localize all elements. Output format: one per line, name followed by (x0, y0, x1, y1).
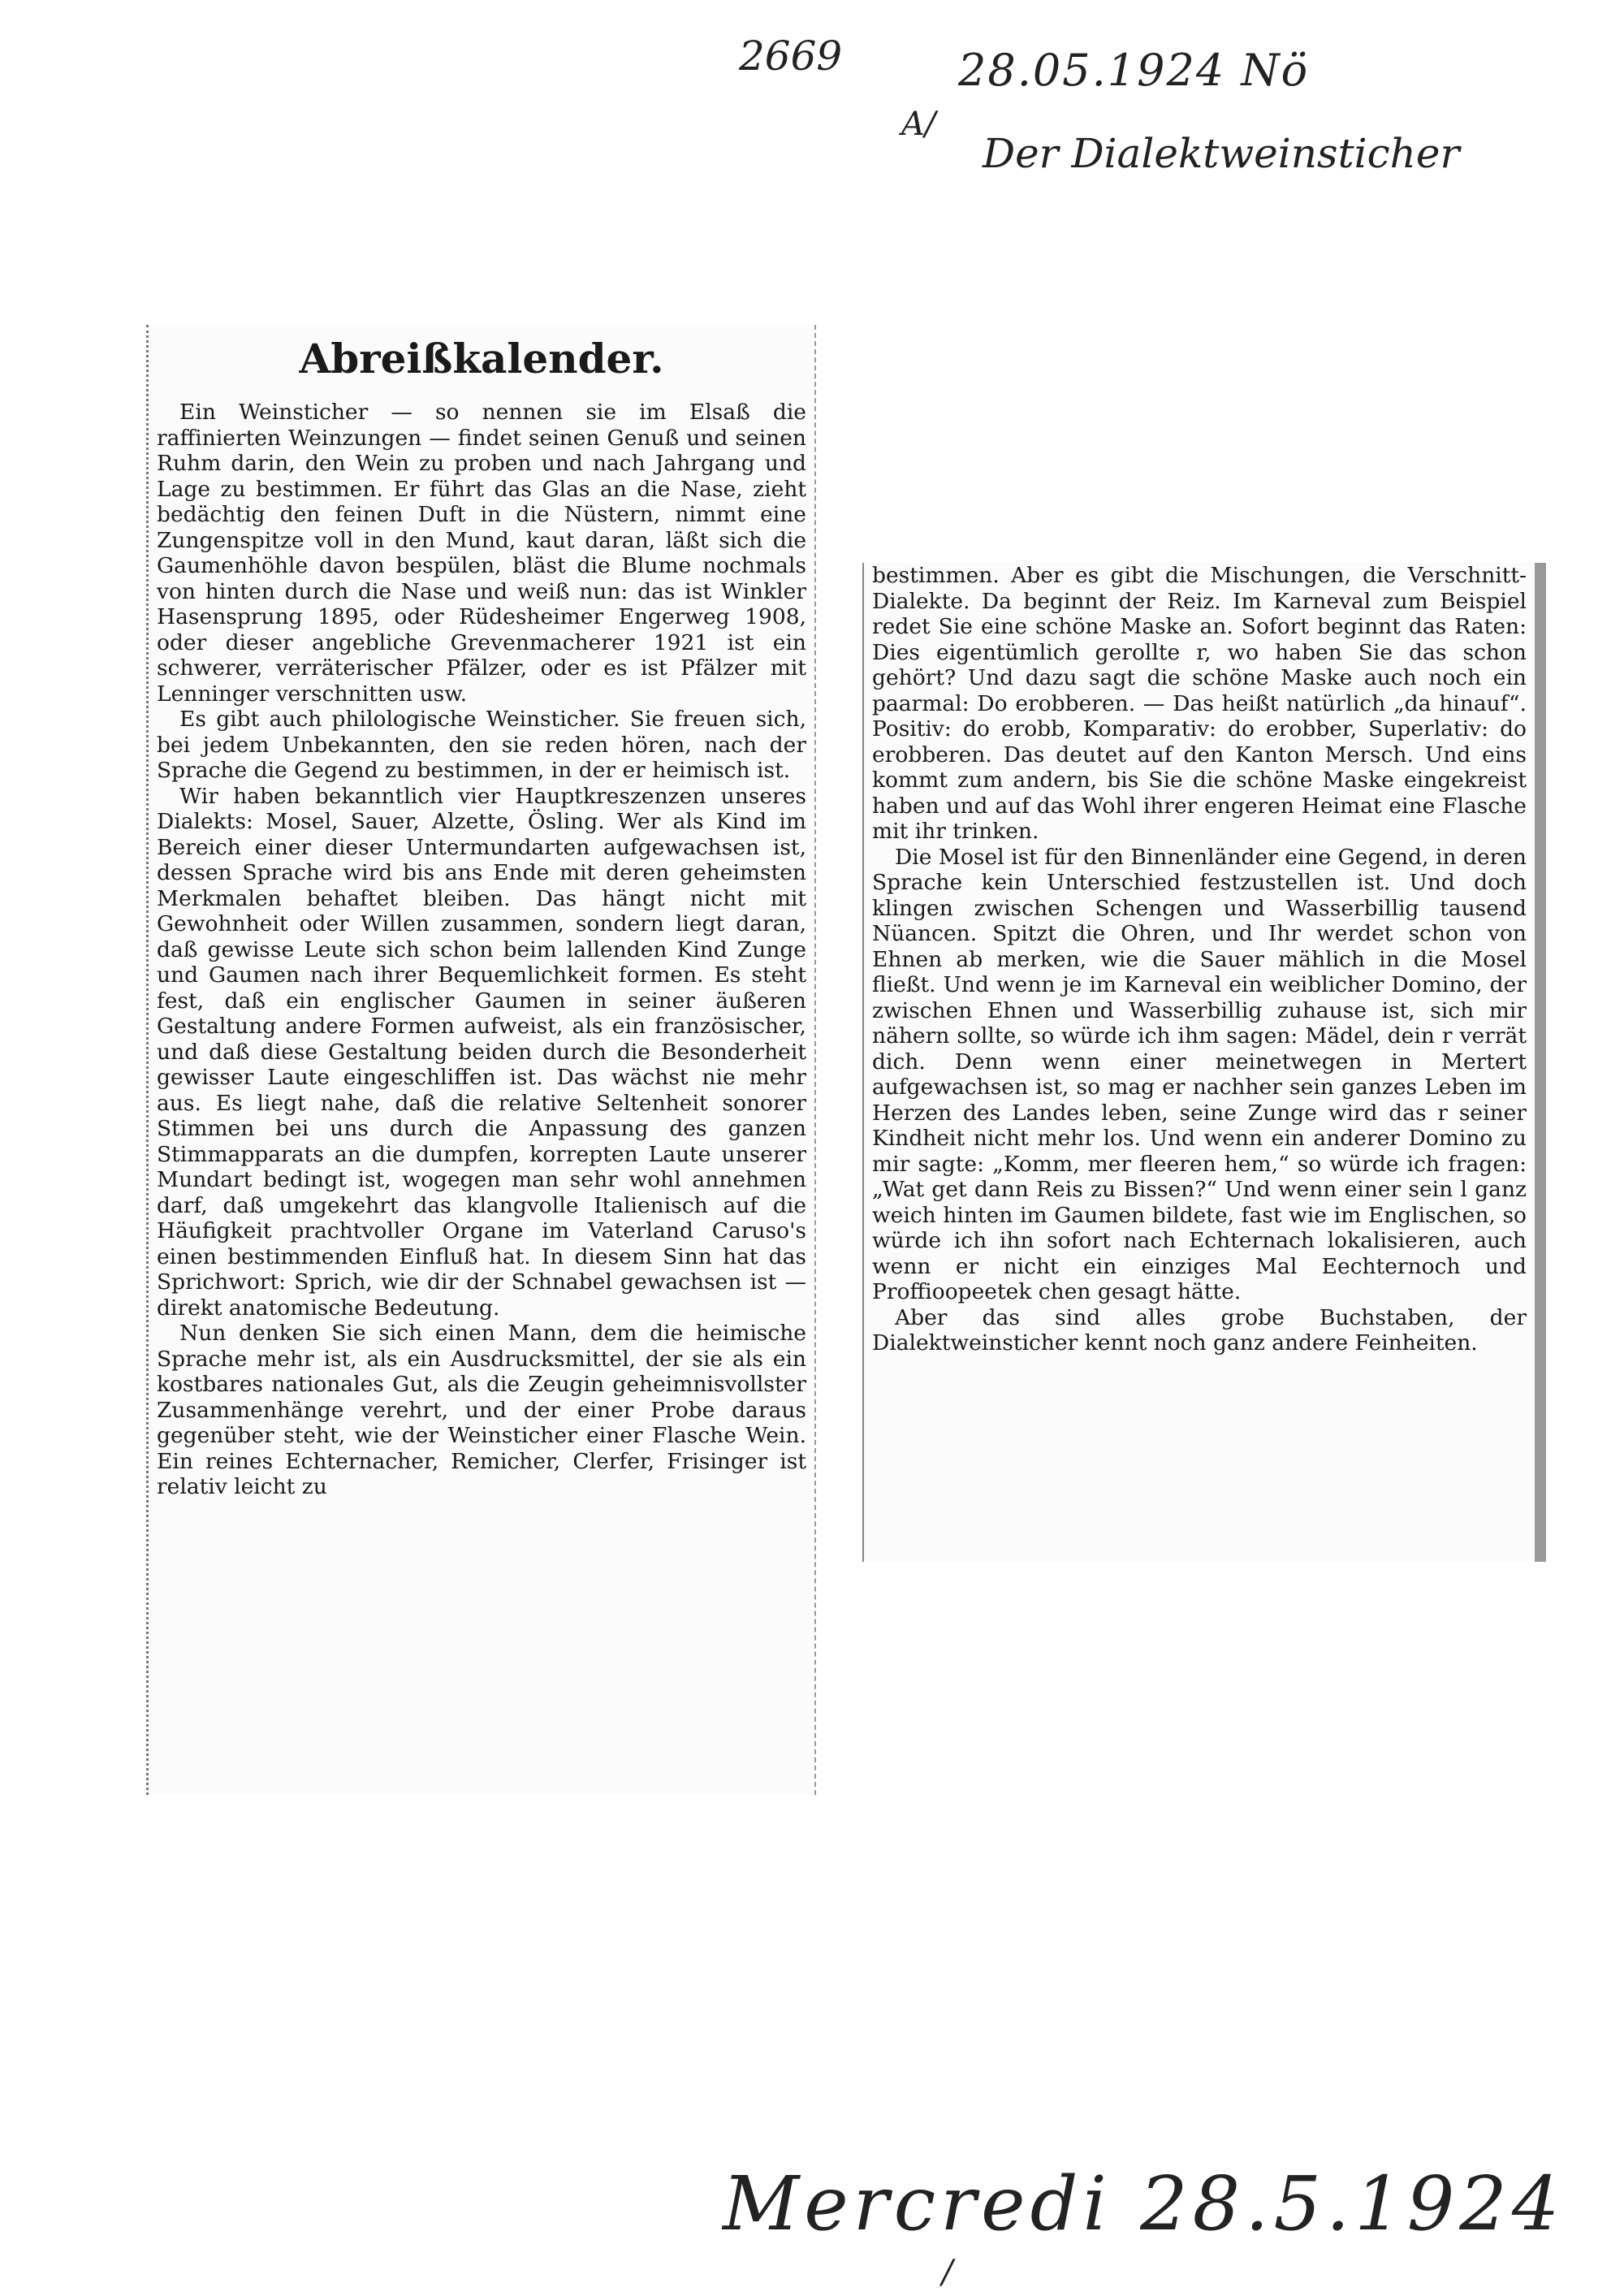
article-paragraph: Ein Weinsticher — so nennen sie im Elsaß die raffinierten Weinzungen — findet seinen Genuß und seinen Ruhm darin, den Wein zu proben und nach Jahrgang und Lage zu bestimmen. Er führt das Glas an die Nase, zieht bedächtig den feinen Duft in die Nüstern, nimmt eine Zungenspitze voll in den Mund, kaut daran, läßt sich die Gaumenhöhle davon bespülen, bläst die Blume nochmals von hinten durch die Nase und weiß nun: das ist Winkler Hasensprung 1895, oder Rüdesheimer Engerweg 1908, oder dieser angebliche Grevenmacherer 1921 ist ein schwerer, verräterischer Pfälzer, oder es ist Pfälzer mit Lenninger verschnitten usw. (157, 400, 806, 707)
handwritten-number: 2669 (739, 32, 843, 80)
article-column-right (862, 563, 1546, 1562)
article-paragraph: Nun denken Sie sich einen Mann, dem die heimische Sprache mehr ist, als ein Ausdrucksmittel, der sie als ein kostbares nationales Gut, als die Zeugin geheimnisvollster Zusammenhänge verehrt, und der einer Probe daraus gegenüber steht, wie der Weinsticher einer Flasche Wein. Ein reines Echternacher, Remicher, Clerfer, Frisinger ist relativ leicht zu (157, 1321, 806, 1499)
handwritten-bottom-date: Mercredi 28.5.1924 (723, 2160, 1565, 2247)
article-headline: Abreißkalender. (299, 335, 664, 383)
article-paragraph: Wir haben bekanntlich vier Hauptkreszenzen unseres Dialekts: Mosel, Sauer, Alzette, Ösling. Wer als Kind im Bereich einer dieser Untermundarten aufgewachsen ist, dessen Sprache wird bis ans Ende mit deren geheimsten Merkmalen behaftet bleiben. Das hängt nicht mit Gewohnheit oder Willen zusammen, sondern liegt daran, daß gewisse Leute sich schon beim lallenden Kind Zunge und Gaumen nach ihrer Bequemlichkeit formen. Es steht fest, daß ein englischer Gaumen in seiner äußeren Gestaltung andere Formen aufweist, als ein französischer, und daß diese Gestaltung beiden durch die Besonderheit gewisser Laute eingeschliffen ist. Das wächst nie mehr aus. Es liegt nahe, daß die relative Seltenheit sonorer Stimmen bei uns durch die Anpassung des ganzen Stimmapparats an die dumpfen, korrepten Laute unserer Mundart bedingt ist, wogegen man sehr wohl annehmen darf, daß umgekehrt das klangvolle Italienisch auf die Häufigkeit prachtvoller Organe im Vaterland Caruso's einen bestimmenden Einfluß hat. In diesem Sinn hat das Sprichwort: Sprich, wie dir der Schnabel gewachsen ist — direkt anatomische Bedeutung. (157, 783, 806, 1321)
handwritten-tick: / (942, 2254, 953, 2291)
article-paragraph: Die Mosel ist für den Binnenländer eine Gegend, in deren Sprache kein Unterschied festzustellen ist. Und doch klingen zwischen Schengen und Wasserbillig tausend Nüancen. Spitzt die Ohren, und Ihr werdet schon von Ehnen ab merken, wie die Sauer mählich in die Mosel fließt. Und wenn je im Karneval ein weiblicher Domino, der zwischen Ehnen und Wasserbillig zuhause ist, sich mir nähern sollte, so würde ich ihm sagen: Mädel, dein r verrät dich. Denn wenn einer meinetwegen in Mertert aufgewachsen ist, so mag er nachher sein ganzes Leben im Herzen des Landes leben, seine Zunge wird das r seiner Kindheit nicht mehr los. Und wenn ein anderer Domino zu mir sagte: „Komm, mer fleeren hem,“ so würde ich fragen: „Wat get dann Reis zu Bissen?“ Und wenn einer sein l ganz weich hinten im Gaumen bildete, fast wie im Englischen, so würde ich ihn sofort nach Echternach lokalisieren, auch wenn er nicht ein einziges Mal Eechternoch und Proffioopeetek chen gesagt hätte. (872, 844, 1527, 1304)
article-column-left (146, 325, 816, 1795)
handwritten-marks: A/ (901, 106, 936, 143)
article-paragraph: Es gibt auch philologische Weinsticher. Sie freuen sich, bei jedem Unbekannten, den sie reden hören, nach der Sprache die Gegend zu bestimmen, in der er heimisch ist. (157, 707, 806, 783)
article-paragraph: bestimmen. Aber es gibt die Mischungen, die Verschnitt-Dialekte. Da beginnt der Reiz. Im Karneval zum Beispiel redet Sie eine schöne Maske an. Sofort beginnt das Raten: Dies eigentümlich gerollte r, wo haben Sie das schon gehört? Und dazu sagt die schöne Maske auch noch ein paarmal: Do erobberen. — Das heißt natürlich „da hinauf“. Positiv: do erobb, Komparativ: do erobber, Superlativ: do erobberen. Das deutet auf den Kanton Mersch. Und eins kommt zum andern, bis Sie die schöne Maske eingekreist haben und auf das Wohl ihrer engeren Heimat eine Flasche mit ihr trinken. (872, 563, 1527, 844)
handwritten-title: Der Dialektweinsticher (983, 130, 1460, 177)
handwritten-date: 28.05.1924 Nö (958, 45, 1310, 96)
article-paragraph: Aber das sind alles grobe Buchstaben, der Dialektweinsticher kennt noch ganz andere Feinheiten. (872, 1304, 1527, 1356)
